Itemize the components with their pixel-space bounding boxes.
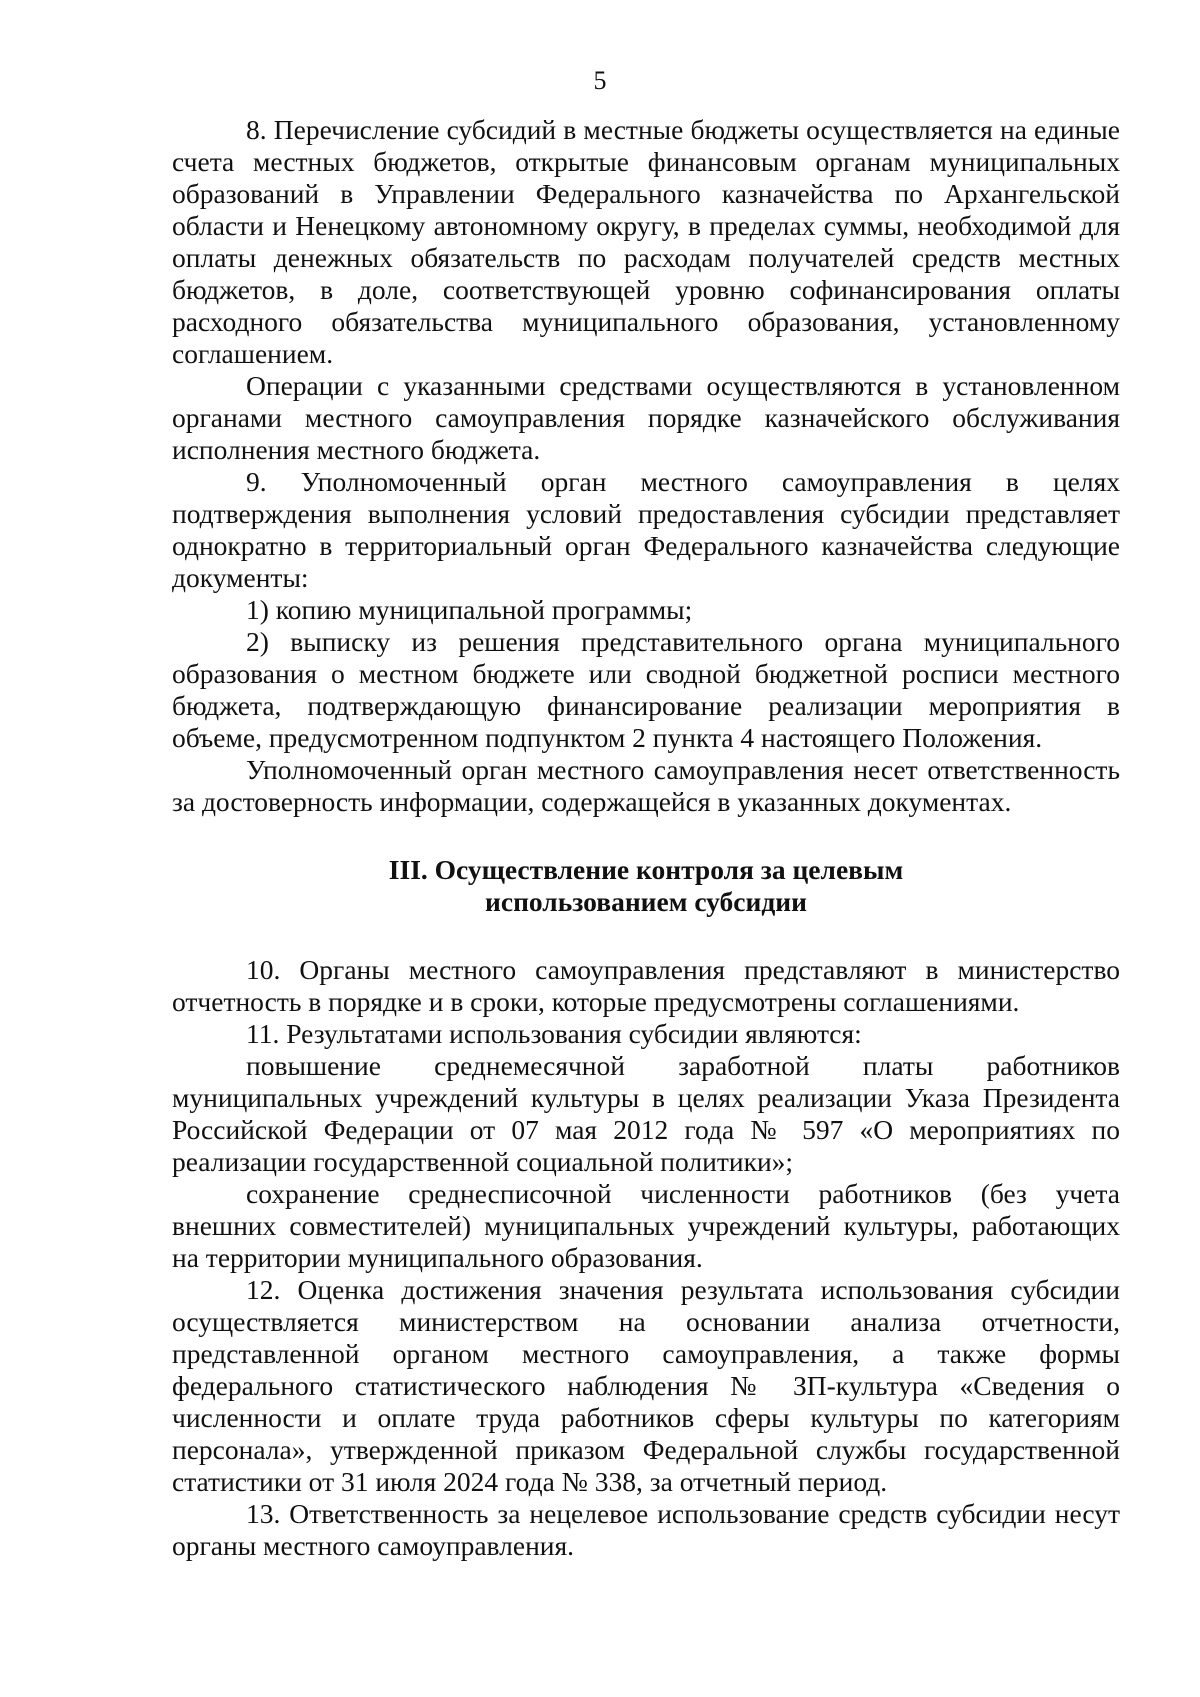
paragraph-9-responsibility: Уполномоченный орган местного самоуправления несет ответственность за достоверность информации, содержащейся в указанных документах. bbox=[172, 754, 1120, 817]
paragraph-10: 10. Органы местного самоуправления представляют в министерство отчетность в порядке и в сроки, которые предусмотрены соглашениями. bbox=[172, 954, 1120, 1017]
page-number: 5 bbox=[593, 66, 607, 95]
paragraph-12: 12. Оценка достижения значения результата использования субсидии осуществляется министерством на основании анализа отчетности, представленной органом местного самоуправления, а также формы федерального статистического наблюдения № ЗП-культура «Сведения о численности и оплате труда работников сферы культуры по категориям персонала», утвержденной приказом Федеральной службы государственной статистики от 31 июля 2024 года № 338, за отчетный период. bbox=[172, 1274, 1120, 1497]
paragraph-9: 9. Уполномоченный орган местного самоуправления в целях подтверждения выполнения условий предоставления субсидии представляет однократно в территориальный орган Федерального казначейства следующие документы: bbox=[172, 466, 1120, 593]
paragraph-8-operations: Операции с указанными средствами осуществляются в установленном органами местного самоуправления порядке казначейского обслуживания исполнения местного бюджета. bbox=[172, 370, 1120, 465]
section-heading bbox=[172, 854, 1120, 918]
paragraph-11-result-2: сохранение среднесписочной численности работников (без учета внешних совместителей) муниципальных учреждений культуры, работающих на территории муниципального образования. bbox=[172, 1178, 1120, 1273]
section-heading-line-1: III. Осуществление контроля за целевым bbox=[388, 854, 904, 885]
paragraph-9-item-1: 1) копию муниципальной программы; bbox=[246, 594, 693, 625]
document-body bbox=[172, 114, 1120, 1562]
paragraph-13: 13. Ответственность за нецелевое использование средств субсидии несут органы местного самоуправления. bbox=[172, 1498, 1120, 1561]
section-heading-line-2: использованием субсидии bbox=[485, 886, 807, 917]
paragraph-11: 11. Результатами использования субсидии являются: bbox=[246, 1018, 862, 1049]
paragraph-11-result-1: повышение среднемесячной заработной платы работников муниципальных учреждений культуры в целях реализации Указа Президента Российской Федерации от 07 мая 2012 года № 597 «О мероприятиях по реализации государственной социальной политики»; bbox=[172, 1050, 1120, 1177]
paragraph-9-item-2: 2) выписку из решения представительного органа муниципального образования о местном бюджете или сводной бюджетной росписи местного бюджета, подтверждающую финансирование реализации мероприятия в объеме, предусмотренном подпунктом 2 пункта 4 настоящего Положения. bbox=[172, 626, 1120, 753]
paragraph-8: 8. Перечисление субсидий в местные бюджеты осуществляется на единые счета местных бюджетов, открытые финансовым органам муниципальных образований в Управлении Федерального казначейства по Архангельской области и Ненецкому автономному округу, в пределах суммы, необходимой для оплаты денежных обязательств по расходам получателей средств местных бюджетов, в доле, соответствующей уровню софинансирования оплаты расходного обязательства муниципального образования, установленному соглашением. bbox=[172, 114, 1120, 369]
